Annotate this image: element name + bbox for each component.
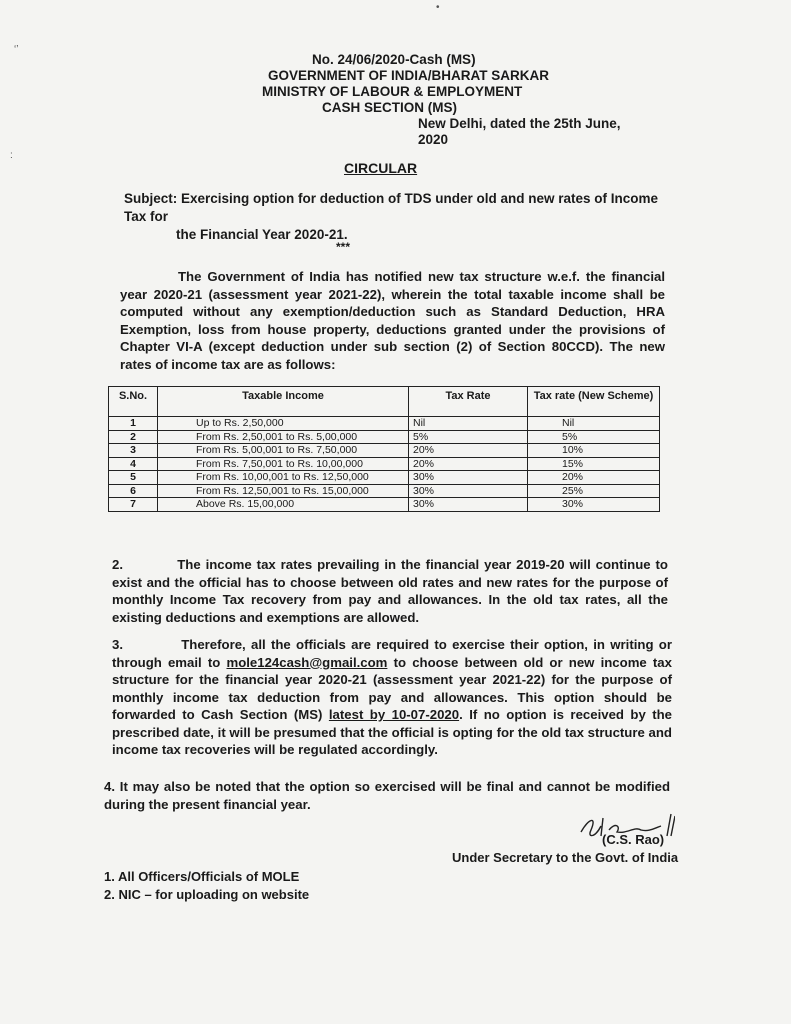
cell-new-rate: 5% [528,430,660,444]
table-row [109,498,660,512]
cell-rate: 30% [409,498,528,512]
list-item: 2. NIC – for uploading on website [104,887,310,902]
government-name: GOVERNMENT OF INDIA/BHARAT SARKAR [268,68,549,83]
paragraph-3 [112,636,672,759]
cell-sno: 4 [109,457,158,471]
separator: *** [336,240,351,254]
cell-income: From Rs. 2,50,001 to Rs. 5,00,000 [158,430,409,444]
cell-rate: 30% [409,484,528,498]
cell-new-rate: 30% [528,498,660,512]
paragraph-3-number: 3. [112,637,123,652]
table-header-row [109,387,660,417]
cell-income: From Rs. 10,00,001 to Rs. 12,50,000 [158,471,409,485]
table-row [109,457,660,471]
paragraph-1: The Government of India has notified new tax structure w.e.f. the financial year 2020-21 (assessment year 2021-22), wherein the total taxable income shall be computed without any exemption/deduction such as Standard Deduction, HRA Exemption, loss from house property, deductions granted under the provisions of Chapter VI-A (except deduction under sub section (2) of Section 80CCD). The new rates of income tax are as follows: [120,269,665,372]
scan-mark-icon: : [10,150,13,161]
cell-income: Above Rs. 15,00,000 [158,498,409,512]
cell-new-rate: 15% [528,457,660,471]
tax-rate-table [108,386,660,512]
subject-line-1: Subject: Exercising option for deduction of TDS under old and new rates of Income Tax for [124,191,659,224]
header-sno: S.No. [109,387,158,417]
scan-mark-icon: • [436,2,440,13]
table-row [109,484,660,498]
cell-new-rate: 10% [528,444,660,458]
cell-income: From Rs. 5,00,001 to Rs. 7,50,000 [158,444,409,458]
reference-number: No. 24/06/2020-Cash (MS) [312,52,476,67]
table-row [109,444,660,458]
letter-header [250,52,650,148]
paragraph-2 [112,556,668,626]
table-row [109,417,660,431]
cell-sno: 6 [109,484,158,498]
cell-sno: 3 [109,444,158,458]
section-name: CASH SECTION (MS) [322,100,457,115]
cell-new-rate: Nil [528,417,660,431]
header-income: Taxable Income [158,387,409,417]
cell-income: Up to Rs. 2,50,000 [158,417,409,431]
place-date: New Delhi, dated the 25th June, 2020 [418,116,621,147]
paragraph-2-text: The income tax rates prevailing in the financial year 2019-20 will continue to exist and the official has to choose between old rates and new rates for the purpose of monthly Income Tax recovery from pay and allowances. In the old tax rates, all the existing deductions and exemptions are allowed. [112,557,668,625]
cell-income: From Rs. 7,50,001 to Rs. 10,00,000 [158,457,409,471]
list-item: 1. All Officers/Officials of MOLE [104,869,300,884]
cell-income: From Rs. 12,50,001 to Rs. 15,00,000 [158,484,409,498]
cell-sno: 1 [109,417,158,431]
cell-rate: 30% [409,471,528,485]
email-link[interactable]: mole124cash@gmail.com [226,654,388,670]
cell-sno: 5 [109,471,158,485]
cell-rate: 20% [409,457,528,471]
subject [124,190,664,244]
scan-mark-icon: ‘’ [14,44,19,55]
table-row [109,430,660,444]
cell-new-rate: 25% [528,484,660,498]
signatory-name: (C.S. Rao) [602,832,665,847]
cell-rate: Nil [409,417,528,431]
signatory-designation: Under Secretary to the Govt. of India [452,850,679,865]
distribution-list [104,868,309,904]
cell-sno: 2 [109,430,158,444]
cell-new-rate: 20% [528,471,660,485]
document-title: CIRCULAR [344,160,418,176]
paragraph-3-text-c: . If no option is received by the prescribed date, it will be presumed that the official is opting for the old tax structure and income tax recoveries will be regulated accordingly. [112,707,673,757]
paragraph-3-text-a: Therefore, all the officials are required to exercise their option, in writing or through email to [112,637,672,670]
cell-rate: 5% [409,430,528,444]
paragraph-3-text-b: to choose between old or new income tax structure for the financial year 2020-21 (assessment year 2021-22) for the purpose of monthly income tax deduction from pay and allowances. This option should be forwarded to Cash Section (MS) [112,654,672,722]
ministry-name: MINISTRY OF LABOUR & EMPLOYMENT [262,84,523,99]
header-new-rate: Tax rate (New Scheme) [528,387,660,417]
paragraph-2-number: 2. [112,557,123,572]
table-row [109,471,660,485]
subject-line-2: the Financial Year 2020-21. [176,227,348,242]
cell-sno: 7 [109,498,158,512]
cell-rate: 20% [409,444,528,458]
paragraph-4: 4. It may also be noted that the option so exercised will be final and cannot be modified during the present financial year. [104,779,670,812]
header-rate: Tax Rate [409,387,528,417]
deadline-date: latest by 10-07-2020 [328,707,460,722]
